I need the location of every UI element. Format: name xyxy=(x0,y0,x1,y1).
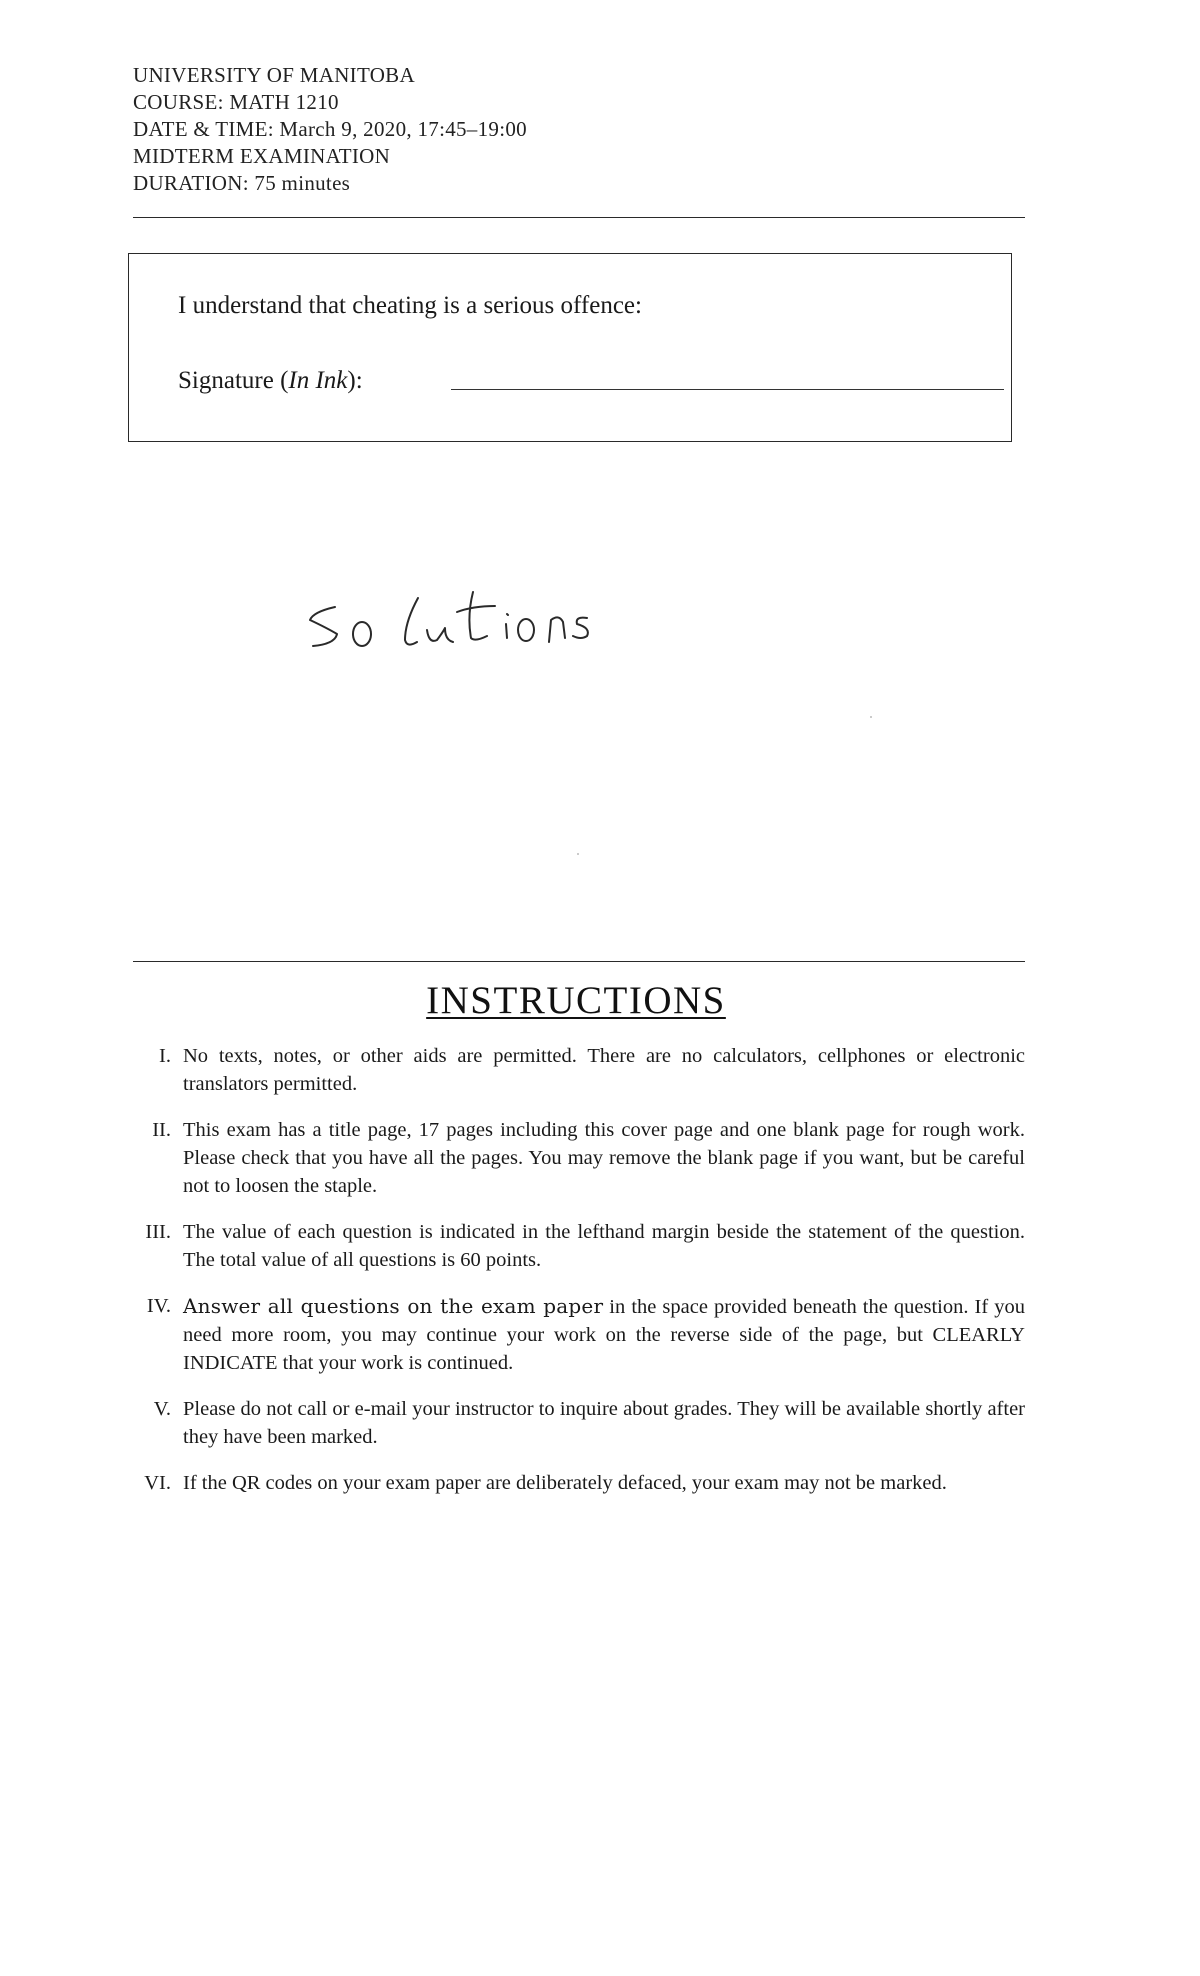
instruction-number: II. xyxy=(152,1119,171,1141)
instruction-emphasis: Answer all questions on the exam paper xyxy=(183,1294,604,1318)
signature-suffix: ): xyxy=(347,367,363,394)
instruction-text xyxy=(183,1292,1025,1377)
handwritten-solutions xyxy=(305,582,665,662)
instruction-text: This exam has a title page, 17 pages including this cover page and one blank page for rough work. Please check that you have all the pages. You may remove the blank page if you want, but be careful not to loosen the staple. xyxy=(183,1119,1025,1197)
exam-header xyxy=(133,62,527,197)
instruction-item xyxy=(133,1116,1025,1200)
instructions-divider xyxy=(133,961,1025,962)
header-divider xyxy=(133,217,1025,218)
instruction-number: VI. xyxy=(144,1472,171,1494)
instruction-item xyxy=(133,1042,1025,1098)
instruction-text: Please do not call or e-mail your instructor to inquire about grades. They will be available shortly after they have been marked. xyxy=(183,1398,1025,1448)
instruction-number: V. xyxy=(153,1398,171,1420)
honesty-statement: I understand that cheating is a serious offence: xyxy=(178,292,642,319)
honesty-box xyxy=(128,253,1012,442)
exam-duration: DURATION: 75 minutes xyxy=(133,171,351,195)
scan-speck xyxy=(870,716,872,718)
scan-speck xyxy=(577,853,579,855)
signature-line xyxy=(451,389,1004,390)
instruction-text: If the QR codes on your exam paper are deliberately defaced, your exam may not be marked. xyxy=(183,1472,947,1494)
exam-type: MIDTERM EXAMINATION xyxy=(133,144,391,168)
signature-label xyxy=(178,367,363,395)
exam-datetime: DATE & TIME: March 9, 2020, 17:45–19:00 xyxy=(133,117,527,141)
course-code: COURSE: MATH 1210 xyxy=(133,90,339,114)
signature-italic: In Ink xyxy=(288,367,348,394)
instructions-heading: INSTRUCTIONS xyxy=(426,979,726,1022)
instruction-number: IV. xyxy=(146,1295,171,1317)
instruction-item xyxy=(133,1292,1025,1377)
instruction-item xyxy=(133,1469,1025,1497)
instruction-item xyxy=(133,1395,1025,1451)
instruction-text-rest: in the space provided beneath the question. If you need more room, you may continue your work on the reverse side of the page, but CLEARLY INDICATE that your work is continued. xyxy=(183,1296,1026,1374)
instruction-item xyxy=(133,1218,1025,1274)
instruction-text: The value of each question is indicated in the lefthand margin beside the statement of the question. The total value of all questions is 60 points. xyxy=(183,1221,1025,1271)
instruction-text: No texts, notes, or other aids are permitted. There are no calculators, cellphones or electronic translators permitted. xyxy=(183,1045,1025,1095)
instruction-number: III. xyxy=(145,1221,171,1243)
university-name: UNIVERSITY OF MANITOBA xyxy=(133,63,415,87)
instruction-number: I. xyxy=(159,1045,171,1067)
signature-prefix: Signature ( xyxy=(178,367,289,394)
instructions-list xyxy=(133,1042,1025,1515)
